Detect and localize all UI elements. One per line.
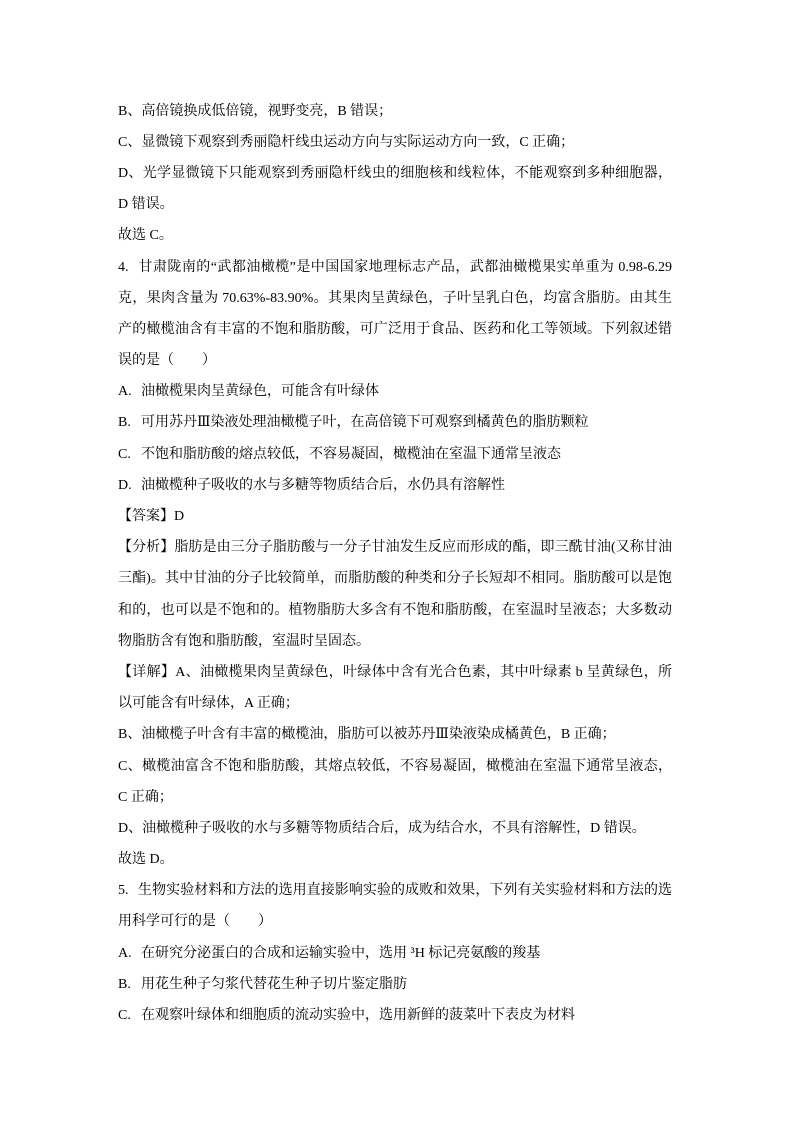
option-text: 不饱和脂肪酸的熔点较低，不容易凝固，橄榄油在室温下通常呈液态	[141, 446, 561, 462]
detail-line: C 正确；	[118, 789, 173, 805]
question-stem-line	[118, 875, 672, 906]
explanation-line: B、高倍镜换成低倍镜，视野变亮，B 错误；	[118, 103, 393, 119]
question-stem-line	[118, 252, 672, 283]
option-text: 在研究分泌蛋白的合成和运输实验中，选用 ³H 标记亮氨酸的羧基	[141, 945, 541, 961]
explanation-line: D、光学显微镜下只能观察到秀丽隐杆线虫的细胞核和线粒体，不能观察到多种细胞器，	[118, 165, 672, 181]
question-stem-text: 甘肃陇南的“武都油橄榄”是中国国家地理标志产品，武都油橄榄果实单重为 0.98-6.29	[138, 259, 672, 275]
analysis-line: 物脂肪含有饱和脂肪酸，室温时呈固态。	[118, 633, 370, 649]
option-text: 可用苏丹Ⅲ染液处理油橄榄子叶，在高倍镜下可观察到橘黄色的脂肪颗粒	[141, 415, 589, 431]
analysis-line: 和的，也可以是不饱和的。植物脂肪大多含有不饱和脂肪酸，在室温时呈液态；大多数动	[118, 602, 672, 618]
previous-question-explanation	[118, 96, 672, 252]
question-stem-line: 克，果肉含量为 70.63%-83.90%。其果肉呈黄绿色，子叶呈乳白色，均富含脂肪。由其生	[118, 290, 672, 306]
option-d	[118, 470, 672, 501]
detail-label: 【详解】	[118, 664, 176, 680]
option-letter: A.	[118, 384, 132, 400]
explanation-line: C、显微镜下观察到秀丽隐杆线虫运动方向与实际运动方向一致，C 正确；	[118, 134, 575, 150]
question-number: 5.	[118, 883, 129, 899]
explanation-line: D 错误。	[118, 197, 174, 213]
question-stem-line: 用科学可行的是（ ）	[118, 914, 272, 930]
option-a	[118, 938, 672, 969]
detail-line: B、油橄榄子叶含有丰富的橄榄油，脂肪可以被苏丹Ⅲ染液染成橘黄色，B 正确；	[118, 727, 616, 743]
question-number: 4.	[118, 259, 129, 275]
question-4	[118, 252, 672, 876]
option-b	[118, 969, 672, 1000]
option-letter: B.	[118, 976, 131, 992]
option-text: 油橄榄果肉呈黄绿色，可能含有叶绿体	[141, 384, 379, 400]
answer-label: 【答案】	[118, 509, 174, 525]
detail-line: D、油橄榄种子吸收的水与多糖等物质结合后，成为结合水，不具有溶解性，D 错误。	[118, 820, 646, 836]
option-letter: C.	[118, 1008, 131, 1024]
option-text: 用花生种子匀浆代替花生种子切片鉴定脂肪	[141, 976, 407, 992]
answer-value: D	[174, 509, 185, 525]
question-stem-line: 误的是（ ）	[118, 353, 216, 369]
option-letter: A.	[118, 945, 132, 961]
analysis-line: 三酯)。其中甘油的分子比较简单，而脂肪酸的种类和分子长短却不相同。脂肪酸可以是饱	[118, 571, 672, 587]
question-5	[118, 875, 672, 1031]
option-letter: C.	[118, 446, 131, 462]
option-c	[118, 439, 672, 470]
question-stem-text: 生物实验材料和方法的选用直接影响实验的成败和效果，下列有关实验材料和方法的选	[138, 883, 672, 899]
answer	[118, 501, 672, 532]
option-b	[118, 407, 672, 438]
detail-line	[118, 657, 672, 688]
option-c	[118, 1000, 672, 1031]
analysis-text: 脂肪是由三分子脂肪酸与一分子甘油发生反应而形成的酯，即三酰甘油(又称甘油	[174, 540, 672, 556]
analysis-line	[118, 532, 672, 563]
option-a	[118, 376, 672, 407]
analysis-label: 【分析】	[118, 540, 175, 556]
question-conclusion: 故选 D。	[118, 852, 174, 868]
question-stem-line: 产的橄榄油含有丰富的不饱和脂肪酸，可广泛用于食品、医药和化工等领域。下列叙述错	[118, 321, 672, 337]
option-letter: B.	[118, 415, 131, 431]
page-content	[118, 96, 672, 1032]
detail-text: A、油橄榄果肉呈黄绿色，叶绿体中含有光合色素，其中叶绿素 b 呈黄绿色，所	[175, 664, 672, 680]
detail-line: C、橄榄油富含不饱和脂肪酸，其熔点较低，不容易凝固，橄榄油在室温下通常呈液态，	[118, 758, 672, 774]
explanation-conclusion: 故选 C。	[118, 228, 173, 244]
option-text: 在观察叶绿体和细胞质的流动实验中，选用新鲜的菠菜叶下表皮为材料	[141, 1008, 575, 1024]
option-letter: D.	[118, 477, 132, 493]
option-text: 油橄榄种子吸收的水与多糖等物质结合后，水仍具有溶解性	[141, 477, 505, 493]
detail-line: 以可能含有叶绿体，A 正确；	[118, 696, 299, 712]
